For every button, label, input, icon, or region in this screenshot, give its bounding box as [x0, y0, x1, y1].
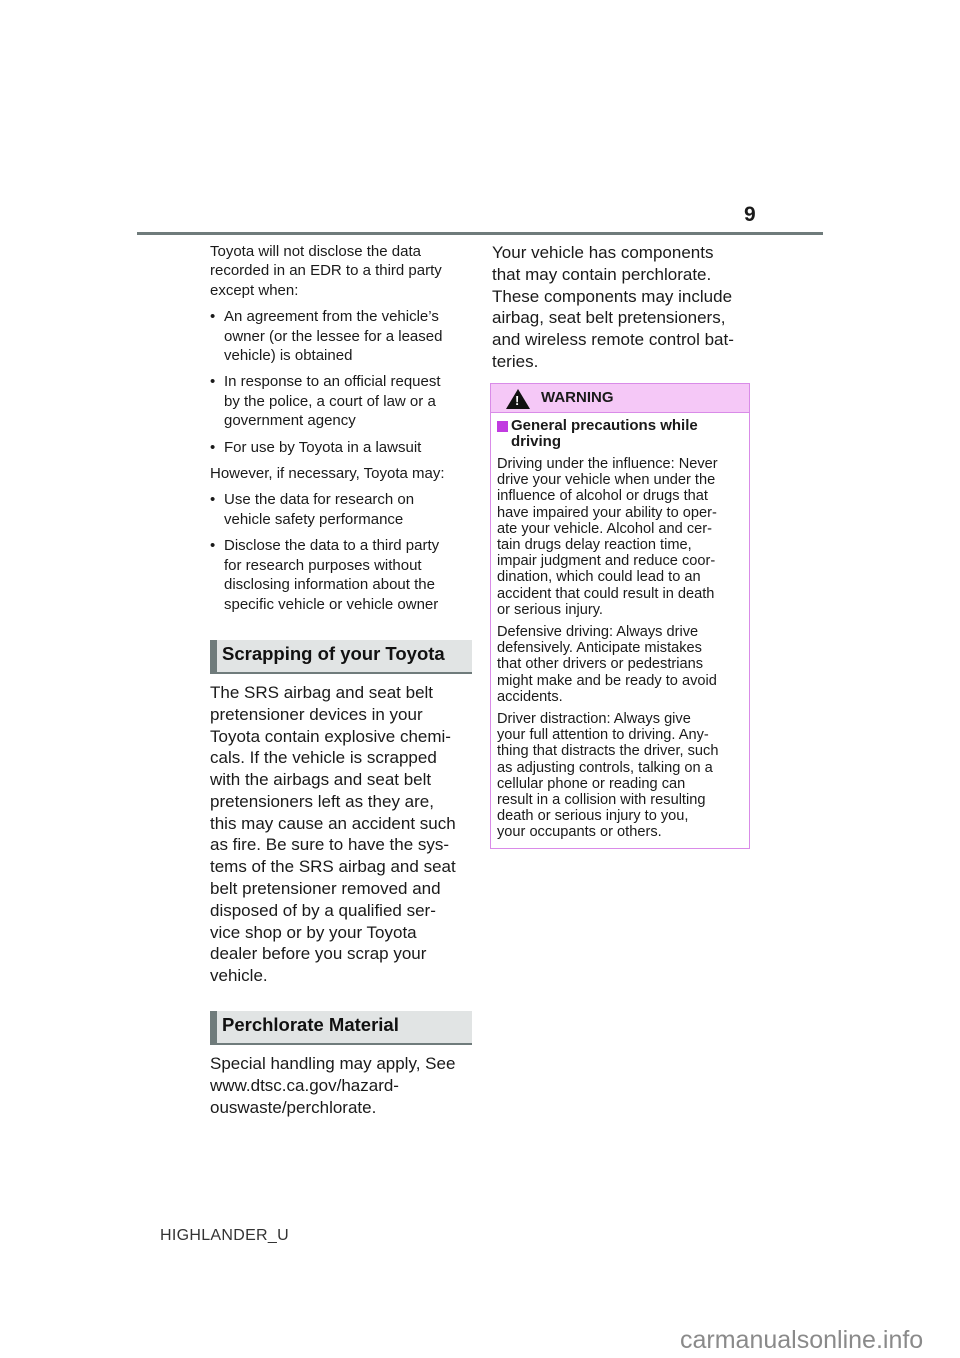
- warning-paragraph: Driving under the influence: Never drive your vehicle when under the influence of alcohol or drugs that have impaired your ability to oper- ate your vehicle. Alcohol and cer- tain drugs delay reaction time, impair judgment and reduce coor- dination, which could lead to an accident that could result in death or serious injury.: [497, 456, 718, 618]
- footer-model: HIGHLANDER_U: [160, 1227, 289, 1244]
- section-heading-perchlorate: [210, 1011, 472, 1045]
- warning-subtitle: [497, 418, 749, 450]
- warning-subtitle-text: General precautions while driving: [511, 417, 698, 450]
- warning-title: WARNING: [541, 389, 614, 406]
- right-column: [492, 242, 754, 373]
- section-title: Scrapping of your Toyota: [222, 642, 445, 664]
- warning-triangle-icon: [506, 389, 530, 409]
- perchlorate-components-text: Your vehicle has components that may contain perchlorate. These components may include airbag, seat belt pretensioners, and wireless remote control bat- teries.: [492, 243, 734, 371]
- bullet-item: • Use the data for research on vehicle safety performance: [210, 490, 472, 529]
- warning-box: [490, 383, 750, 849]
- square-bullet-icon: [497, 421, 508, 432]
- section-title: Perchlorate Material: [222, 1014, 399, 1036]
- warning-header: [491, 384, 749, 413]
- bullet-item: • In response to an official request by the police, a court of law or a government agency: [210, 372, 472, 430]
- warning-paragraph: Defensive driving: Always drive defensively. Anticipate mistakes that other drivers or pedestrians might make and be ready to avoid accidents.: [497, 624, 717, 705]
- bullet-item: • For use by Toyota in a lawsuit: [210, 438, 472, 457]
- scrapping-body: The SRS airbag and seat belt pretensioner devices in your Toyota contain explosive chemi- cals. If the vehicle is scrapped with the airbags and seat belt pretensioners left as they are, this may cause an accident such as fire. Be sure to have the sys- tems of the SRS airbag and seat belt pretensioner removed and disposed of by a qualified ser- vice shop or by your Toyota dealer before you scrap your vehicle.: [210, 682, 456, 986]
- watermark: carmanualsonline.info: [680, 1326, 924, 1354]
- section-heading-scrapping: [210, 640, 472, 674]
- header-rule: [137, 232, 823, 235]
- perchlorate-body: Special handling may apply, See www.dtsc.ca.gov/hazard- ouswaste/perchlorate.: [210, 1054, 456, 1117]
- edr-intro: Toyota will not disclose the data recorded in an EDR to a third party except when:: [210, 243, 442, 299]
- however-text: However, if necessary, Toyota may:: [210, 465, 445, 483]
- bullet-item: • Disclose the data to a third party for research purposes without disclosing information about the specific vehicle or vehicle owner: [210, 536, 472, 614]
- left-column: [210, 242, 472, 1118]
- bullet-item: • An agreement from the vehicle’s owner (or the lessee for a leased vehicle) is obtained: [210, 307, 472, 365]
- page-number: 9: [744, 203, 756, 226]
- warning-paragraph: Driver distraction: Always give your full attention to driving. Any- thing that distracts the driver, such as adjusting controls, talking on a cellular phone or reading can result in a collision with resulting death or serious injury to you, your occupants or others.: [497, 711, 719, 841]
